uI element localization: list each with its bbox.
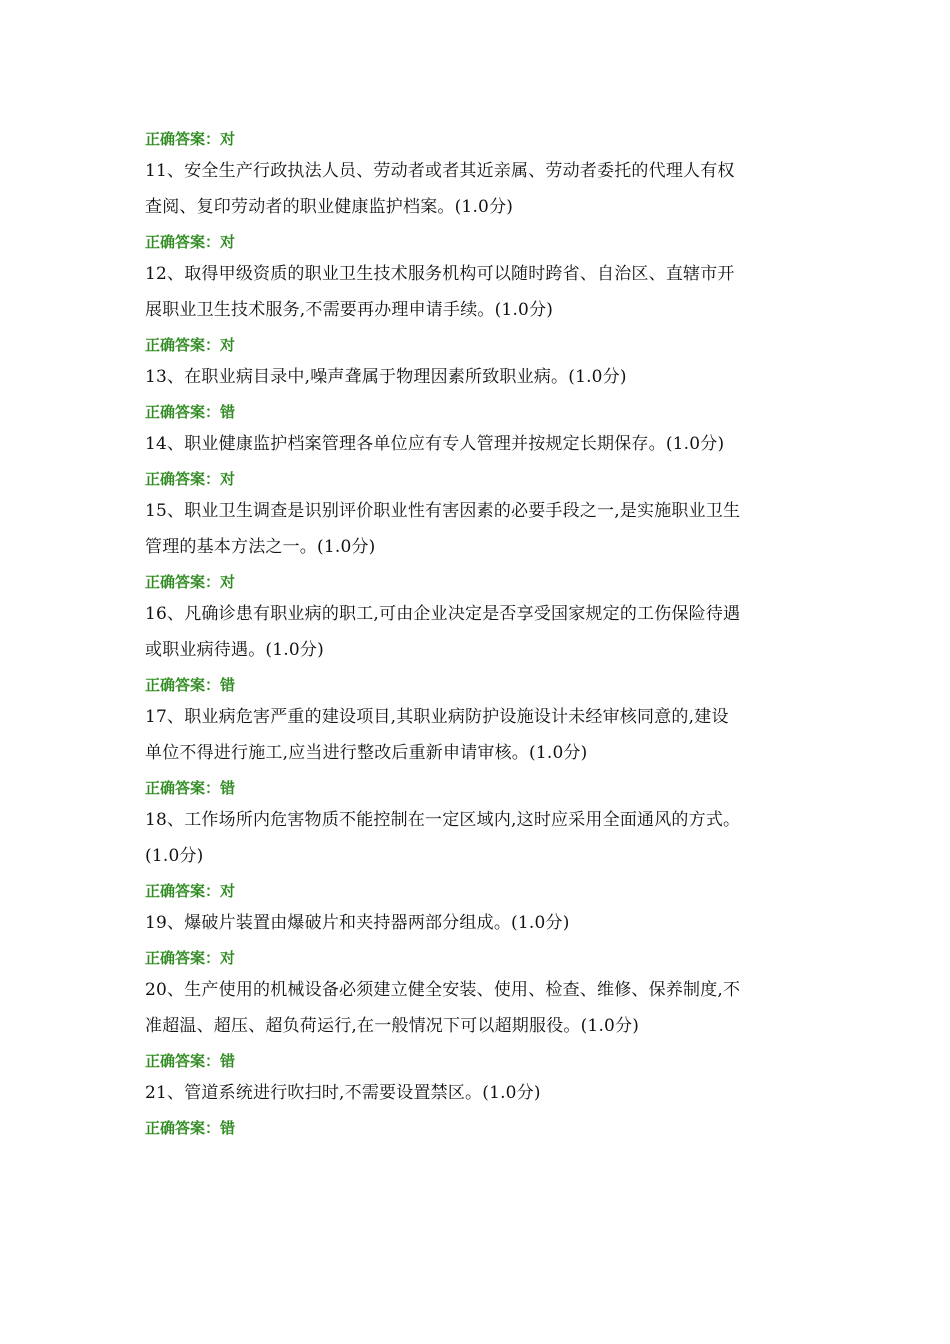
answer-line <box>145 126 810 153</box>
answer-label: 正确答案： <box>145 676 221 694</box>
question-line: 单位不得进行施工,应当进行整改后重新申请审核。(1.0分) <box>145 743 588 763</box>
answer-value: 错 <box>220 1119 236 1137</box>
answer-value: 对 <box>220 949 236 967</box>
question-text <box>145 493 810 565</box>
answer-value: 对 <box>220 233 236 251</box>
answer-value: 错 <box>220 403 236 421</box>
answer-line <box>145 466 810 493</box>
question-text <box>145 426 810 462</box>
question-line: 准超温、超压、超负荷运行,在一般情况下可以超期服役。(1.0分) <box>145 1016 640 1036</box>
question-text <box>145 1075 810 1111</box>
answer-label: 正确答案： <box>145 403 221 421</box>
answer-line <box>145 1048 810 1075</box>
answer-label: 正确答案： <box>145 779 221 797</box>
question-line: 11、安全生产行政执法人员、劳动者或者其近亲属、劳动者委托的代理人有权 <box>145 161 735 181</box>
question-line: 17、职业病危害严重的建设项目,其职业病防护设施设计未经审核同意的,建设 <box>145 707 729 727</box>
question-text <box>145 905 810 941</box>
answer-line <box>145 229 810 256</box>
answer-value: 对 <box>220 470 236 488</box>
question-text <box>145 359 810 395</box>
question-line: 19、爆破片装置由爆破片和夹持器两部分组成。(1.0分) <box>145 913 570 933</box>
answer-label: 正确答案： <box>145 233 221 251</box>
question-line: 21、管道系统进行吹扫时,不需要设置禁区。(1.0分) <box>145 1083 541 1103</box>
answer-line <box>145 878 810 905</box>
question-line: 或职业病待遇。(1.0分) <box>145 640 324 660</box>
document-page <box>145 126 810 1142</box>
answer-label: 正确答案： <box>145 573 221 591</box>
answer-line <box>145 332 810 359</box>
question-line: 14、职业健康监护档案管理各单位应有专人管理并按规定长期保存。(1.0分) <box>145 434 725 454</box>
answer-value: 对 <box>220 336 236 354</box>
question-line: 20、生产使用的机械设备必须建立健全安装、使用、检查、维修、保养制度,不 <box>145 980 741 1000</box>
answer-value: 错 <box>220 779 236 797</box>
question-line: 管理的基本方法之一。(1.0分) <box>145 537 376 557</box>
question-line: (1.0分) <box>145 846 204 866</box>
answer-line <box>145 775 810 802</box>
answer-label: 正确答案： <box>145 470 221 488</box>
answer-line <box>145 399 810 426</box>
answer-line <box>145 672 810 699</box>
question-line: 15、职业卫生调查是识别评价职业性有害因素的必要手段之一,是实施职业卫生 <box>145 501 741 521</box>
question-line: 18、工作场所内危害物质不能控制在一定区域内,这时应采用全面通风的方式。 <box>145 810 741 830</box>
answer-label: 正确答案： <box>145 949 221 967</box>
question-list <box>145 153 810 1142</box>
question-text <box>145 972 810 1044</box>
answer-label: 正确答案： <box>145 130 221 148</box>
answer-label: 正确答案： <box>145 336 221 354</box>
question-text <box>145 153 810 225</box>
answer-value: 错 <box>220 676 236 694</box>
question-line: 13、在职业病目录中,噪声聋属于物理因素所致职业病。(1.0分) <box>145 367 627 387</box>
answer-label: 正确答案： <box>145 882 221 900</box>
question-text <box>145 699 810 771</box>
answer-value: 对 <box>220 573 236 591</box>
question-text <box>145 256 810 328</box>
question-line: 查阅、复印劳动者的职业健康监护档案。(1.0分) <box>145 197 514 217</box>
question-line: 16、凡确诊患有职业病的职工,可由企业决定是否享受国家规定的工伤保险待遇 <box>145 604 741 624</box>
answer-value: 错 <box>220 1052 236 1070</box>
answer-label: 正确答案： <box>145 1052 221 1070</box>
answer-label: 正确答案： <box>145 1119 221 1137</box>
question-text <box>145 802 810 874</box>
answer-value: 对 <box>220 882 236 900</box>
question-line: 12、取得甲级资质的职业卫生技术服务机构可以随时跨省、自治区、直辖市开 <box>145 264 735 284</box>
answer-line <box>145 569 810 596</box>
answer-line <box>145 945 810 972</box>
question-text <box>145 596 810 668</box>
answer-line <box>145 1115 810 1142</box>
answer-value: 对 <box>220 130 236 148</box>
question-line: 展职业卫生技术服务,不需要再办理申请手续。(1.0分) <box>145 300 554 320</box>
